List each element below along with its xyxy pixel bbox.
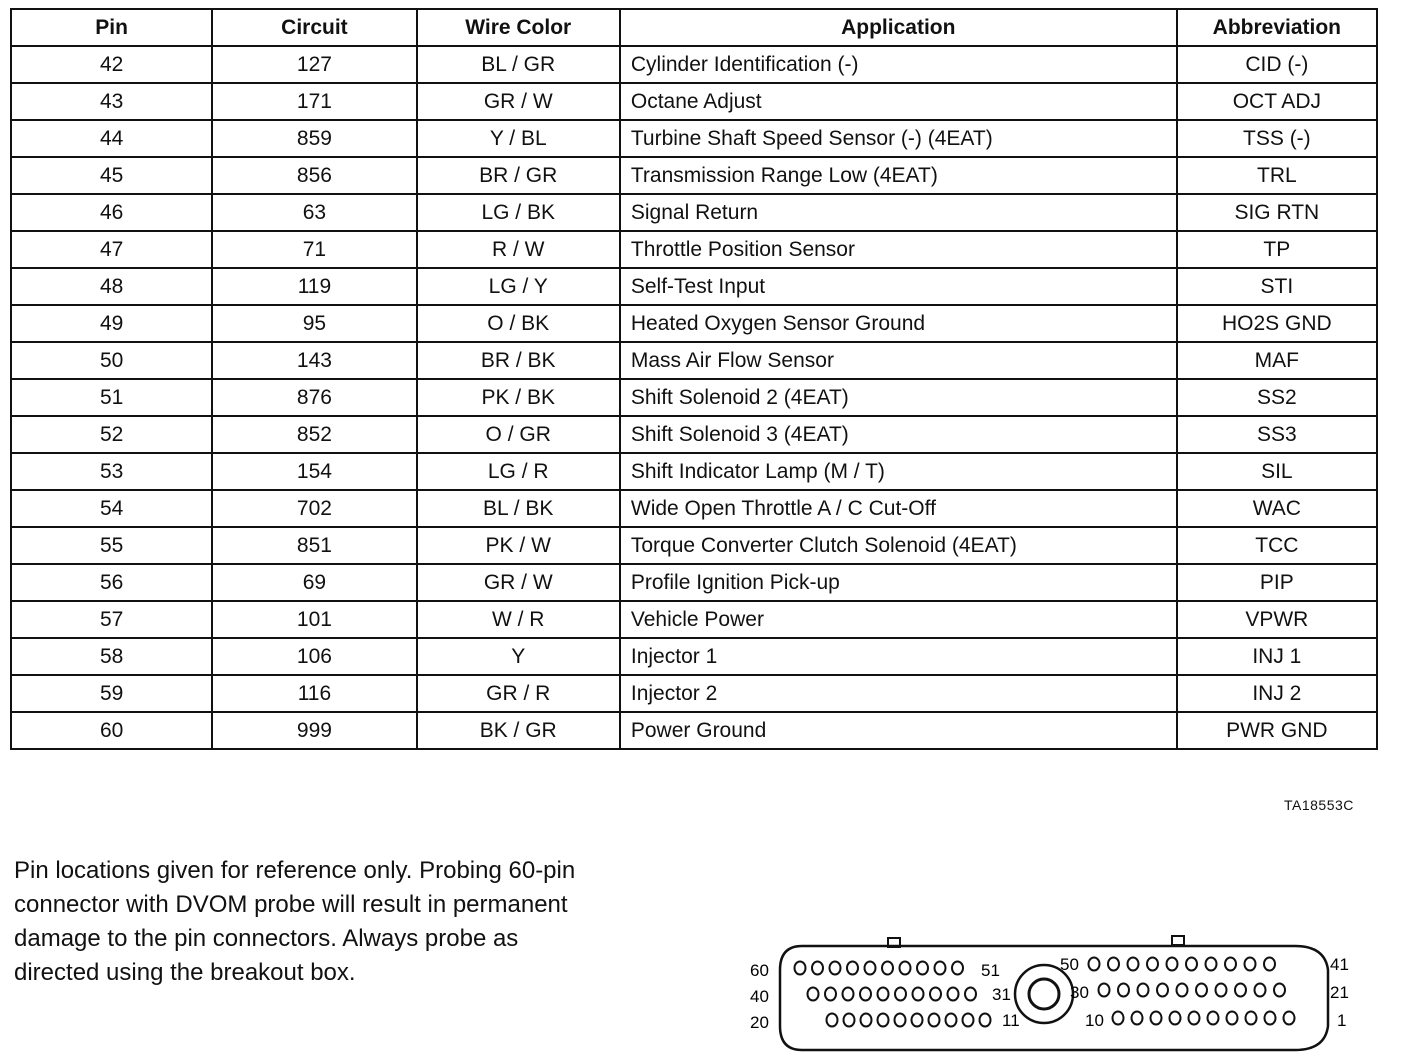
cell-application: Injector 1 xyxy=(620,638,1177,675)
pin-hole-right-bottom xyxy=(1132,1012,1143,1025)
cell-wire-color: R / W xyxy=(417,231,620,268)
table-row xyxy=(11,675,1377,712)
cell-application: Mass Air Flow Sensor xyxy=(620,342,1177,379)
pin-label-11: 11 xyxy=(1002,1011,1020,1030)
note-line: damage to the pin connectors. Always probe as xyxy=(14,925,519,952)
pin-label-40: 40 xyxy=(750,987,769,1006)
cell-pin: 44 xyxy=(11,120,212,157)
cell-abbreviation: PIP xyxy=(1177,564,1377,601)
pin-holes xyxy=(795,958,1295,1027)
cell-circuit: 856 xyxy=(212,157,416,194)
cell-pin: 56 xyxy=(11,564,212,601)
cell-circuit: 127 xyxy=(212,46,416,83)
cell-circuit: 876 xyxy=(212,379,416,416)
pin-hole-left-top xyxy=(900,962,911,975)
pin-hole-right-bottom xyxy=(1265,1012,1276,1025)
pin-hole-right-bottom xyxy=(1170,1012,1181,1025)
cell-pin: 48 xyxy=(11,268,212,305)
pin-hole-right-top xyxy=(1167,958,1178,971)
pin-hole-right-bottom xyxy=(1246,1012,1257,1025)
header-pin: Pin xyxy=(11,9,212,46)
pin-hole-left-bottom xyxy=(946,1014,957,1027)
table-row xyxy=(11,231,1377,268)
table-row xyxy=(11,712,1377,749)
cell-abbreviation: OCT ADJ xyxy=(1177,83,1377,120)
pin-hole-right-top xyxy=(1264,958,1275,971)
pin-label-10: 10 xyxy=(1085,1011,1104,1030)
cell-wire-color: LG / BK xyxy=(417,194,620,231)
pin-hole-right-mid xyxy=(1157,984,1168,997)
cell-wire-color: BL / GR xyxy=(417,46,620,83)
cell-abbreviation: SIG RTN xyxy=(1177,194,1377,231)
cell-pin: 47 xyxy=(11,231,212,268)
cell-pin: 53 xyxy=(11,453,212,490)
cell-wire-color: GR / W xyxy=(417,564,620,601)
cell-wire-color: O / BK xyxy=(417,305,620,342)
pin-hole-left-bottom xyxy=(827,1014,838,1027)
table-row xyxy=(11,490,1377,527)
pin-hole-left-bottom xyxy=(980,1014,991,1027)
pin-label-30: 30 xyxy=(1070,983,1089,1002)
cell-wire-color: BK / GR xyxy=(417,712,620,749)
pin-hole-left-bottom xyxy=(878,1014,889,1027)
cell-wire-color: Y / BL xyxy=(417,120,620,157)
pin-hole-right-top xyxy=(1206,958,1217,971)
pin-hole-left-top xyxy=(865,962,876,975)
cell-pin: 59 xyxy=(11,675,212,712)
cell-abbreviation: STI xyxy=(1177,268,1377,305)
cell-wire-color: BR / GR xyxy=(417,157,620,194)
probe-warning-note xyxy=(14,854,694,990)
pin-hole-right-mid xyxy=(1118,984,1129,997)
cell-wire-color: BR / BK xyxy=(417,342,620,379)
connector-latch-right xyxy=(1172,936,1184,945)
pin-label-41: 41 xyxy=(1330,955,1349,974)
table-row xyxy=(11,638,1377,675)
cell-application: Turbine Shaft Speed Sensor (-) (4EAT) xyxy=(620,120,1177,157)
pin-hole-left-mid xyxy=(930,988,941,1001)
cell-pin: 58 xyxy=(11,638,212,675)
pin-hole-left-mid xyxy=(825,988,836,1001)
table-header-row xyxy=(11,9,1377,46)
pin-hole-right-bottom xyxy=(1113,1012,1124,1025)
pin-hole-left-top xyxy=(812,962,823,975)
header-abbreviation: Abbreviation xyxy=(1177,9,1377,46)
note-line: connector with DVOM probe will result in permanent xyxy=(14,891,568,918)
cell-wire-color: PK / W xyxy=(417,527,620,564)
cell-abbreviation: MAF xyxy=(1177,342,1377,379)
pin-hole-right-bottom xyxy=(1208,1012,1219,1025)
table-row xyxy=(11,157,1377,194)
pin-label-20: 20 xyxy=(750,1013,769,1032)
pin-label-60: 60 xyxy=(750,961,769,980)
cell-abbreviation: CID (-) xyxy=(1177,46,1377,83)
cell-abbreviation: SS2 xyxy=(1177,379,1377,416)
cell-application: Torque Converter Clutch Solenoid (4EAT) xyxy=(620,527,1177,564)
cell-abbreviation: PWR GND xyxy=(1177,712,1377,749)
cell-pin: 43 xyxy=(11,83,212,120)
cell-pin: 54 xyxy=(11,490,212,527)
cell-pin: 49 xyxy=(11,305,212,342)
cell-abbreviation: INJ 1 xyxy=(1177,638,1377,675)
pin-hole-left-bottom xyxy=(929,1014,940,1027)
pin-hole-right-mid xyxy=(1216,984,1227,997)
table-row xyxy=(11,194,1377,231)
pin-hole-left-top xyxy=(935,962,946,975)
header-application: Application xyxy=(620,9,1177,46)
cell-circuit: 116 xyxy=(212,675,416,712)
cell-wire-color: PK / BK xyxy=(417,379,620,416)
table-row xyxy=(11,527,1377,564)
pin-label-1: 1 xyxy=(1337,1011,1347,1030)
cell-circuit: 143 xyxy=(212,342,416,379)
cell-abbreviation: SS3 xyxy=(1177,416,1377,453)
pin-hole-left-mid xyxy=(965,988,976,1001)
cell-abbreviation: VPWR xyxy=(1177,601,1377,638)
cell-circuit: 69 xyxy=(212,564,416,601)
cell-application: Vehicle Power xyxy=(620,601,1177,638)
pin-hole-left-bottom xyxy=(861,1014,872,1027)
pin-hole-right-mid xyxy=(1255,984,1266,997)
cell-circuit: 101 xyxy=(212,601,416,638)
pin-hole-right-top xyxy=(1245,958,1256,971)
cell-application: Cylinder Identification (-) xyxy=(620,46,1177,83)
header-circuit: Circuit xyxy=(212,9,416,46)
cell-abbreviation: INJ 2 xyxy=(1177,675,1377,712)
cell-application: Injector 2 xyxy=(620,675,1177,712)
pin-hole-right-mid xyxy=(1274,984,1285,997)
pin-hole-left-top xyxy=(882,962,893,975)
cell-application: Wide Open Throttle A / C Cut-Off xyxy=(620,490,1177,527)
cell-application: Shift Solenoid 2 (4EAT) xyxy=(620,379,1177,416)
table-row xyxy=(11,564,1377,601)
cell-pin: 60 xyxy=(11,712,212,749)
cell-wire-color: W / R xyxy=(417,601,620,638)
cell-circuit: 119 xyxy=(212,268,416,305)
cell-pin: 51 xyxy=(11,379,212,416)
cell-application: Heated Oxygen Sensor Ground xyxy=(620,305,1177,342)
pin-hole-right-top xyxy=(1186,958,1197,971)
pin-hole-left-mid xyxy=(843,988,854,1001)
cell-circuit: 95 xyxy=(212,305,416,342)
cell-application: Self-Test Input xyxy=(620,268,1177,305)
cell-application: Signal Return xyxy=(620,194,1177,231)
cell-circuit: 852 xyxy=(212,416,416,453)
pin-hole-left-top xyxy=(795,962,806,975)
pin-hole-right-bottom xyxy=(1284,1012,1295,1025)
pin-hole-left-bottom xyxy=(895,1014,906,1027)
cell-abbreviation: WAC xyxy=(1177,490,1377,527)
note-line: Pin locations given for reference only. Probing 60-pin xyxy=(14,857,576,884)
cell-application: Transmission Range Low (4EAT) xyxy=(620,157,1177,194)
cell-application: Power Ground xyxy=(620,712,1177,749)
pin-hole-left-bottom xyxy=(963,1014,974,1027)
pin-label-50: 50 xyxy=(1060,955,1079,974)
table-row xyxy=(11,453,1377,490)
pin-hole-left-mid xyxy=(860,988,871,1001)
pin-hole-right-top xyxy=(1128,958,1139,971)
cell-wire-color: BL / BK xyxy=(417,490,620,527)
table-row xyxy=(11,120,1377,157)
table-row xyxy=(11,379,1377,416)
pin-hole-right-top xyxy=(1089,958,1100,971)
cell-wire-color: LG / R xyxy=(417,453,620,490)
cell-pin: 50 xyxy=(11,342,212,379)
pin-label-21: 21 xyxy=(1330,983,1349,1002)
table-row xyxy=(11,305,1377,342)
pin-hole-left-mid xyxy=(808,988,819,1001)
cell-circuit: 702 xyxy=(212,490,416,527)
header-wire-color: Wire Color xyxy=(417,9,620,46)
pin-hole-left-top xyxy=(917,962,928,975)
pin-hole-right-top xyxy=(1225,958,1236,971)
pin-label-51: 51 xyxy=(981,961,1000,980)
cell-circuit: 859 xyxy=(212,120,416,157)
cell-circuit: 154 xyxy=(212,453,416,490)
cell-application: Throttle Position Sensor xyxy=(620,231,1177,268)
cell-pin: 45 xyxy=(11,157,212,194)
pin-hole-left-mid xyxy=(895,988,906,1001)
pin-hole-left-mid xyxy=(948,988,959,1001)
pin-hole-right-mid xyxy=(1196,984,1207,997)
cell-pin: 42 xyxy=(11,46,212,83)
pin-hole-right-bottom xyxy=(1151,1012,1162,1025)
cell-pin: 46 xyxy=(11,194,212,231)
table-row xyxy=(11,342,1377,379)
pin-hole-left-bottom xyxy=(912,1014,923,1027)
pin-hole-right-mid xyxy=(1138,984,1149,997)
pin-hole-left-top xyxy=(830,962,841,975)
pin-label-31: 31 xyxy=(992,985,1011,1004)
cell-circuit: 106 xyxy=(212,638,416,675)
pin-hole-left-mid xyxy=(913,988,924,1001)
connector-center-bolt xyxy=(1029,979,1059,1009)
table-row xyxy=(11,416,1377,453)
cell-circuit: 71 xyxy=(212,231,416,268)
cell-application: Profile Ignition Pick-up xyxy=(620,564,1177,601)
pin-hole-left-top xyxy=(847,962,858,975)
cell-abbreviation: TCC xyxy=(1177,527,1377,564)
cell-circuit: 999 xyxy=(212,712,416,749)
cell-application: Octane Adjust xyxy=(620,83,1177,120)
pin-hole-left-bottom xyxy=(844,1014,855,1027)
cell-pin: 52 xyxy=(11,416,212,453)
cell-abbreviation: SIL xyxy=(1177,453,1377,490)
pin-hole-right-mid xyxy=(1099,984,1110,997)
cell-wire-color: Y xyxy=(417,638,620,675)
cell-wire-color: O / GR xyxy=(417,416,620,453)
cell-application: Shift Solenoid 3 (4EAT) xyxy=(620,416,1177,453)
cell-abbreviation: HO2S GND xyxy=(1177,305,1377,342)
cell-abbreviation: TP xyxy=(1177,231,1377,268)
table-row xyxy=(11,46,1377,83)
note-line: directed using the breakout box. xyxy=(14,959,356,986)
cell-wire-color: LG / Y xyxy=(417,268,620,305)
pin-hole-right-mid xyxy=(1177,984,1188,997)
cell-abbreviation: TSS (-) xyxy=(1177,120,1377,157)
pin-hole-right-bottom xyxy=(1227,1012,1238,1025)
cell-pin: 57 xyxy=(11,601,212,638)
cell-wire-color: GR / W xyxy=(417,83,620,120)
cell-abbreviation: TRL xyxy=(1177,157,1377,194)
pin-hole-right-top xyxy=(1108,958,1119,971)
connector-diagram xyxy=(740,930,1380,1058)
table-row xyxy=(11,268,1377,305)
pin-table xyxy=(10,8,1378,750)
table-row xyxy=(11,83,1377,120)
pin-hole-right-bottom xyxy=(1189,1012,1200,1025)
pin-hole-right-top xyxy=(1147,958,1158,971)
table-body xyxy=(11,46,1377,749)
pin-hole-right-mid xyxy=(1235,984,1246,997)
cell-circuit: 171 xyxy=(212,83,416,120)
cell-wire-color: GR / R xyxy=(417,675,620,712)
pin-hole-left-top xyxy=(952,962,963,975)
table-row xyxy=(11,601,1377,638)
cell-application: Shift Indicator Lamp (M / T) xyxy=(620,453,1177,490)
cell-circuit: 851 xyxy=(212,527,416,564)
pin-hole-left-mid xyxy=(878,988,889,1001)
cell-pin: 55 xyxy=(11,527,212,564)
cell-circuit: 63 xyxy=(212,194,416,231)
figure-reference-code: TA18553C xyxy=(1284,797,1354,813)
